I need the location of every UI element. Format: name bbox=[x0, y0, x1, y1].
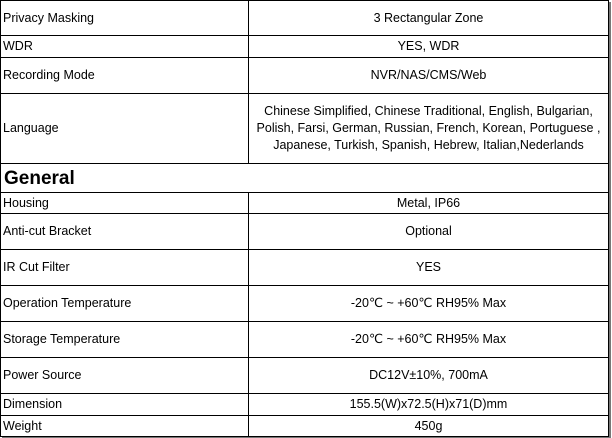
spec-label: Privacy Masking bbox=[1, 1, 249, 36]
spec-label: Storage Temperature bbox=[1, 322, 249, 358]
spec-label: IR Cut Filter bbox=[1, 250, 249, 286]
spec-label: Dimension bbox=[1, 394, 249, 416]
section-title: General bbox=[1, 164, 609, 193]
table-row bbox=[1, 58, 609, 94]
spec-label: Weight bbox=[1, 416, 249, 437]
spec-value: NVR/NAS/CMS/Web bbox=[249, 58, 609, 94]
spec-value: DC12V±10%, 700mA bbox=[249, 358, 609, 394]
table-row bbox=[1, 94, 609, 164]
table-row bbox=[1, 394, 609, 416]
table-row bbox=[1, 214, 609, 250]
spec-value: 3 Rectangular Zone bbox=[249, 1, 609, 36]
spec-label: Power Source bbox=[1, 358, 249, 394]
spec-value: YES, WDR bbox=[249, 36, 609, 58]
spec-label: Anti-cut Bracket bbox=[1, 214, 249, 250]
table-row bbox=[1, 358, 609, 394]
spec-value: Metal, IP66 bbox=[249, 193, 609, 214]
spec-value: -20℃ ~ +60℃ RH95% Max bbox=[249, 286, 609, 322]
spec-value: 155.5(W)x72.5(H)x71(D)mm bbox=[249, 394, 609, 416]
spec-label: Housing bbox=[1, 193, 249, 214]
table-row bbox=[1, 286, 609, 322]
table-row bbox=[1, 1, 609, 36]
section-header-row bbox=[1, 164, 609, 193]
spec-label: Operation Temperature bbox=[1, 286, 249, 322]
spec-value: Chinese Simplified, Chinese Traditional, English, Bulgarian, Polish, Farsi, German, Russian, French, Korean, Portuguese , Japanese, Turkish, Spanish, Hebrew, Italian,Nederlands bbox=[249, 94, 609, 164]
table-row bbox=[1, 250, 609, 286]
spec-value: Optional bbox=[249, 214, 609, 250]
spec-label: Recording Mode bbox=[1, 58, 249, 94]
table-row bbox=[1, 193, 609, 214]
spec-value: 450g bbox=[249, 416, 609, 437]
spec-value: YES bbox=[249, 250, 609, 286]
spec-value: -20℃ ~ +60℃ RH95% Max bbox=[249, 322, 609, 358]
table-row bbox=[1, 36, 609, 58]
table-row bbox=[1, 322, 609, 358]
spec-label: WDR bbox=[1, 36, 249, 58]
spec-label: Language bbox=[1, 94, 249, 164]
table-row bbox=[1, 416, 609, 437]
